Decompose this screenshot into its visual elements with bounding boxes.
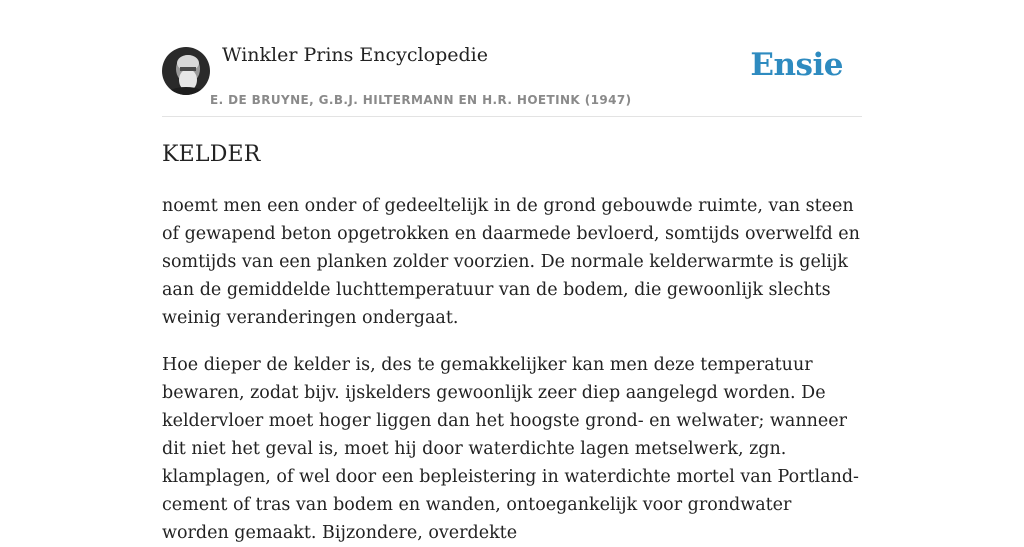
publication-header	[162, 0, 862, 117]
publication-title[interactable]: Winkler Prins Encyclopedie	[222, 44, 488, 66]
author-avatar[interactable]	[162, 47, 210, 95]
entry-paragraph: Hoe dieper de kelder is, des te gemakkelijker kan men deze temperatuur bewaren, zodat bijv. ijskelders gewoonlijk zeer diep aangelegd worden. De keldervloer moet hoger liggen dan het hoogste grond- en welwater; wanneer dit niet het geval is, moet hij door waterdichte lagen metselwerk, zgn. klamplagen, of wel door een bepleistering in waterdichte mortel van Portland-cement of tras van bodem en wanden, ontoegankelijk voor grondwater worden gemaakt. Bijzondere, overdekte	[162, 355, 859, 543]
entry-title: KELDER	[162, 142, 261, 167]
entry-paragraph: noemt men een onder of gedeeltelijk in de grond gebouwde ruimte, van steen of gewapend beton opgetrokken en daarmede bevloerd, somtijds overwelfd en somtijds van een planken zolder voorzien. De normale kelderwarmte is gelijk aan de gemiddelde luchttemperatuur van de bodem, die gewoonlijk slechts weinig veranderingen ondergaat.	[162, 196, 860, 328]
article-page	[162, 0, 862, 543]
publication-authors: E. DE BRUYNE, G.B.J. HILTERMANN EN H.R. HOETINK (1947)	[210, 93, 632, 107]
ensie-logo[interactable]: Ensie	[750, 47, 843, 83]
